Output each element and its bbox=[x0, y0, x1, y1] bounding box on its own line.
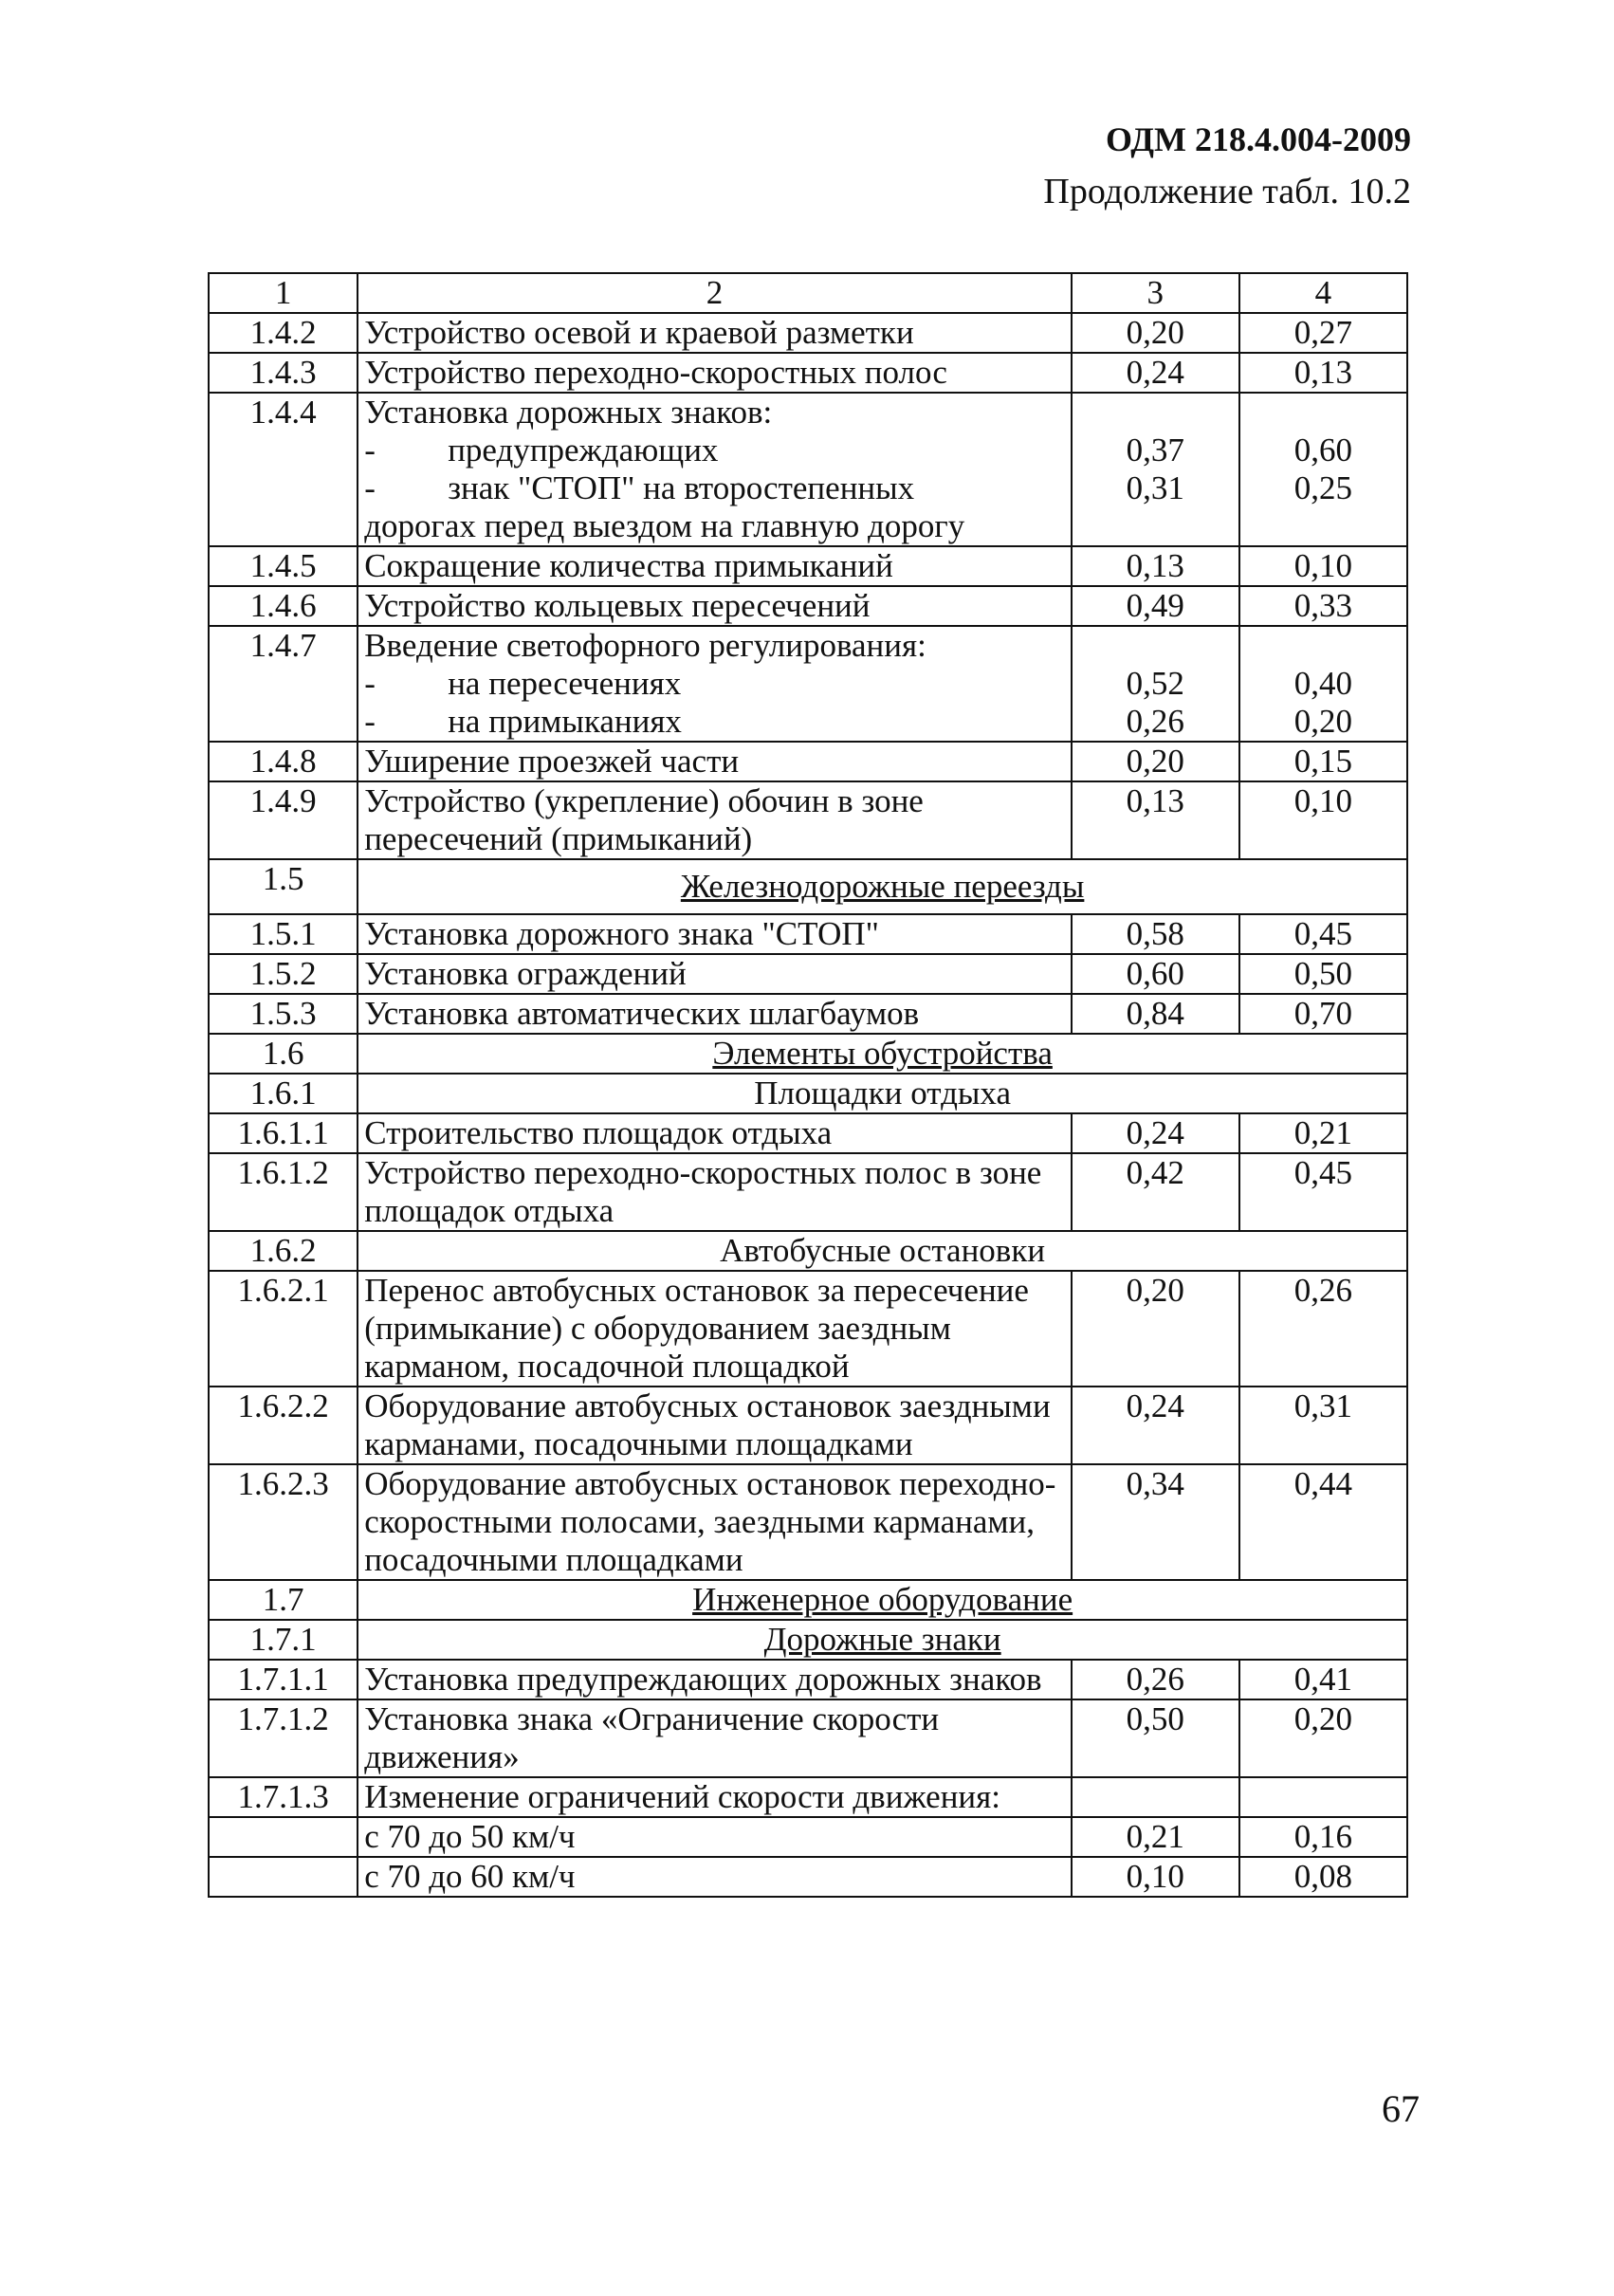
table-row bbox=[209, 1817, 1407, 1857]
list-item-text: знак "СТОП" на второстепенных bbox=[448, 469, 915, 506]
list-item-text: на примыканиях bbox=[448, 703, 682, 740]
column-header: 3 bbox=[1072, 273, 1239, 313]
list-item: - на пересечениях bbox=[364, 665, 682, 702]
row-number: 1.7.1 bbox=[209, 1620, 358, 1660]
table-row bbox=[209, 586, 1407, 626]
value-col4 bbox=[1239, 393, 1407, 546]
section-title: Инженерное оборудование bbox=[358, 1580, 1407, 1620]
value-col4: 0,08 bbox=[1239, 1857, 1407, 1897]
value-col3: 0,20 bbox=[1072, 1271, 1239, 1387]
value-col3: 0,20 bbox=[1072, 313, 1239, 353]
list-item: - знак "СТОП" на второстепенных bbox=[364, 469, 915, 506]
value-col3: 0,24 bbox=[1072, 1387, 1239, 1464]
section-row bbox=[209, 1231, 1407, 1271]
value-col4: 0,45 bbox=[1239, 1153, 1407, 1231]
row-description bbox=[358, 626, 1072, 742]
table-row bbox=[209, 1660, 1407, 1699]
row-description: Устройство переходно-скоростных полос в зоне площадок отдыха bbox=[358, 1153, 1072, 1231]
table-row bbox=[209, 353, 1407, 393]
value-col4: 0,21 bbox=[1239, 1113, 1407, 1153]
value-col4 bbox=[1239, 1777, 1407, 1817]
row-number: 1.4.8 bbox=[209, 742, 358, 781]
row-number: 1.6.2.3 bbox=[209, 1464, 358, 1580]
value-col4: 0,70 bbox=[1239, 994, 1407, 1034]
section-row bbox=[209, 859, 1407, 914]
value-col4 bbox=[1239, 626, 1407, 742]
value-col4: 0,26 bbox=[1239, 1271, 1407, 1387]
row-number: 1.5.2 bbox=[209, 954, 358, 994]
section-title: Железнодорожные переезды bbox=[358, 859, 1407, 914]
row-number bbox=[209, 1817, 358, 1857]
value: 0,20 bbox=[1293, 703, 1353, 740]
row-description: Оборудование автобусных остановок заездными карманами, посадочными площадками bbox=[358, 1387, 1072, 1464]
table-row bbox=[209, 914, 1407, 954]
row-number bbox=[209, 1857, 358, 1897]
measures-table bbox=[208, 272, 1408, 1898]
value-col3 bbox=[1072, 1777, 1239, 1817]
value-col4: 0,50 bbox=[1239, 954, 1407, 994]
row-description: Оборудование автобусных остановок переходно-скоростными полосами, заездными карманами, посадочными площадками bbox=[358, 1464, 1072, 1580]
row-description bbox=[358, 393, 1072, 546]
row-number: 1.5 bbox=[209, 859, 358, 914]
table-row bbox=[209, 1464, 1407, 1580]
value: 0,26 bbox=[1126, 703, 1184, 740]
row-number: 1.6.2.2 bbox=[209, 1387, 358, 1464]
value-col3: 0,58 bbox=[1072, 914, 1239, 954]
row-description: Строительство площадок отдыха bbox=[358, 1113, 1072, 1153]
value-col3: 0,20 bbox=[1072, 742, 1239, 781]
value-col3: 0,60 bbox=[1072, 954, 1239, 994]
row-description: Установка автоматических шлагбаумов bbox=[358, 994, 1072, 1034]
value: 0,52 bbox=[1126, 665, 1184, 702]
row-description: Изменение ограничений скорости движения: bbox=[358, 1777, 1072, 1817]
row-number: 1.4.9 bbox=[209, 781, 358, 859]
row-description: Устройство осевой и краевой разметки bbox=[358, 313, 1072, 353]
row-number: 1.6.2.1 bbox=[209, 1271, 358, 1387]
value-col4: 0,45 bbox=[1239, 914, 1407, 954]
value-col4: 0,20 bbox=[1239, 1699, 1407, 1777]
column-header: 1 bbox=[209, 273, 358, 313]
table-header-row bbox=[209, 273, 1407, 313]
section-row bbox=[209, 1034, 1407, 1074]
column-header: 2 bbox=[358, 273, 1072, 313]
value-col4: 0,41 bbox=[1239, 1660, 1407, 1699]
section-title: Площадки отдыха bbox=[358, 1074, 1407, 1113]
list-item-text: предупреждающих bbox=[448, 432, 719, 468]
row-number: 1.6.2 bbox=[209, 1231, 358, 1271]
row-number: 1.4.4 bbox=[209, 393, 358, 546]
table-row bbox=[209, 313, 1407, 353]
row-number: 1.4.7 bbox=[209, 626, 358, 742]
value: 0,31 bbox=[1126, 469, 1184, 506]
row-number: 1.6.1.1 bbox=[209, 1113, 358, 1153]
table-continuation-caption: Продолжение табл. 10.2 bbox=[1043, 172, 1411, 211]
value-col4: 0,27 bbox=[1239, 313, 1407, 353]
list-item-continuation: дорогах перед выездом на главную дорогу bbox=[364, 507, 965, 544]
table-row bbox=[209, 1387, 1407, 1464]
row-description: с 70 до 50 км/ч bbox=[358, 1817, 1072, 1857]
section-title: Элементы обустройства bbox=[358, 1034, 1407, 1074]
value: 0,40 bbox=[1293, 665, 1353, 702]
section-row bbox=[209, 1580, 1407, 1620]
table-row bbox=[209, 1113, 1407, 1153]
value-col3: 0,34 bbox=[1072, 1464, 1239, 1580]
section-title: Дорожные знаки bbox=[358, 1620, 1407, 1660]
row-description: Перенос автобусных остановок за пересечение (примыкание) с оборудованием заездным карманом, посадочной площадкой bbox=[358, 1271, 1072, 1387]
row-description-heading: Введение светофорного регулирования: bbox=[364, 627, 926, 664]
value-col3 bbox=[1072, 626, 1239, 742]
value-col4: 0,13 bbox=[1239, 353, 1407, 393]
list-item: - на примыканиях bbox=[364, 703, 682, 740]
value: 0,37 bbox=[1126, 432, 1184, 468]
row-description: Установка знака «Ограничение скорости движения» bbox=[358, 1699, 1072, 1777]
row-description: Установка дорожного знака "СТОП" bbox=[358, 914, 1072, 954]
value-col4: 0,10 bbox=[1239, 781, 1407, 859]
table-row bbox=[209, 994, 1407, 1034]
value-col4: 0,31 bbox=[1239, 1387, 1407, 1464]
value-col3: 0,21 bbox=[1072, 1817, 1239, 1857]
document-code: ОДМ 218.4.004-2009 bbox=[1106, 120, 1411, 158]
value-col3: 0,24 bbox=[1072, 353, 1239, 393]
value-col3: 0,13 bbox=[1072, 546, 1239, 586]
table-row bbox=[209, 1153, 1407, 1231]
row-number: 1.5.1 bbox=[209, 914, 358, 954]
row-number: 1.7.1.3 bbox=[209, 1777, 358, 1817]
row-description: Установка предупреждающих дорожных знаков bbox=[358, 1660, 1072, 1699]
table-row bbox=[209, 626, 1407, 742]
table-row bbox=[209, 742, 1407, 781]
row-description: Устройство кольцевых пересечений bbox=[358, 586, 1072, 626]
row-number: 1.4.2 bbox=[209, 313, 358, 353]
row-description: Установка ограждений bbox=[358, 954, 1072, 994]
section-title: Автобусные остановки bbox=[358, 1231, 1407, 1271]
value-col3: 0,49 bbox=[1072, 586, 1239, 626]
list-item-text: на пересечениях bbox=[448, 665, 682, 702]
value-col3: 0,50 bbox=[1072, 1699, 1239, 1777]
value-col4: 0,33 bbox=[1239, 586, 1407, 626]
row-number: 1.7.1.2 bbox=[209, 1699, 358, 1777]
value-col3: 0,84 bbox=[1072, 994, 1239, 1034]
table-row bbox=[209, 393, 1407, 546]
row-number: 1.6.1.2 bbox=[209, 1153, 358, 1231]
table-row bbox=[209, 1857, 1407, 1897]
value-col3: 0,10 bbox=[1072, 1857, 1239, 1897]
table-row bbox=[209, 954, 1407, 994]
row-description: Уширение проезжей части bbox=[358, 742, 1072, 781]
list-item: - предупреждающих bbox=[364, 432, 719, 468]
row-number: 1.6 bbox=[209, 1034, 358, 1074]
table-row bbox=[209, 1271, 1407, 1387]
value-col3: 0,24 bbox=[1072, 1113, 1239, 1153]
row-number: 1.4.6 bbox=[209, 586, 358, 626]
row-number: 1.5.3 bbox=[209, 994, 358, 1034]
row-number: 1.4.3 bbox=[209, 353, 358, 393]
row-number: 1.6.1 bbox=[209, 1074, 358, 1113]
value-col4: 0,16 bbox=[1239, 1817, 1407, 1857]
value-col4: 0,15 bbox=[1239, 742, 1407, 781]
table-row bbox=[209, 1777, 1407, 1817]
row-number: 1.7 bbox=[209, 1580, 358, 1620]
value-col3: 0,42 bbox=[1072, 1153, 1239, 1231]
column-header: 4 bbox=[1239, 273, 1407, 313]
value: 0,25 bbox=[1293, 469, 1353, 506]
value-col4: 0,44 bbox=[1239, 1464, 1407, 1580]
row-description: Устройство (укрепление) обочин в зоне пересечений (примыканий) bbox=[358, 781, 1072, 859]
value-col3 bbox=[1072, 393, 1239, 546]
row-number: 1.4.5 bbox=[209, 546, 358, 586]
page-number: 67 bbox=[1382, 2087, 1420, 2130]
row-description: Сокращение количества примыканий bbox=[358, 546, 1072, 586]
row-description: с 70 до 60 км/ч bbox=[358, 1857, 1072, 1897]
value: 0,60 bbox=[1293, 432, 1353, 468]
section-row bbox=[209, 1620, 1407, 1660]
table-row bbox=[209, 1699, 1407, 1777]
table-row bbox=[209, 781, 1407, 859]
table-row bbox=[209, 546, 1407, 586]
value-col3: 0,26 bbox=[1072, 1660, 1239, 1699]
row-number: 1.7.1.1 bbox=[209, 1660, 358, 1699]
section-row bbox=[209, 1074, 1407, 1113]
value-col4: 0,10 bbox=[1239, 546, 1407, 586]
row-description: Устройство переходно-скоростных полос bbox=[358, 353, 1072, 393]
row-description-heading: Установка дорожных знаков: bbox=[364, 394, 773, 431]
value-col3: 0,13 bbox=[1072, 781, 1239, 859]
